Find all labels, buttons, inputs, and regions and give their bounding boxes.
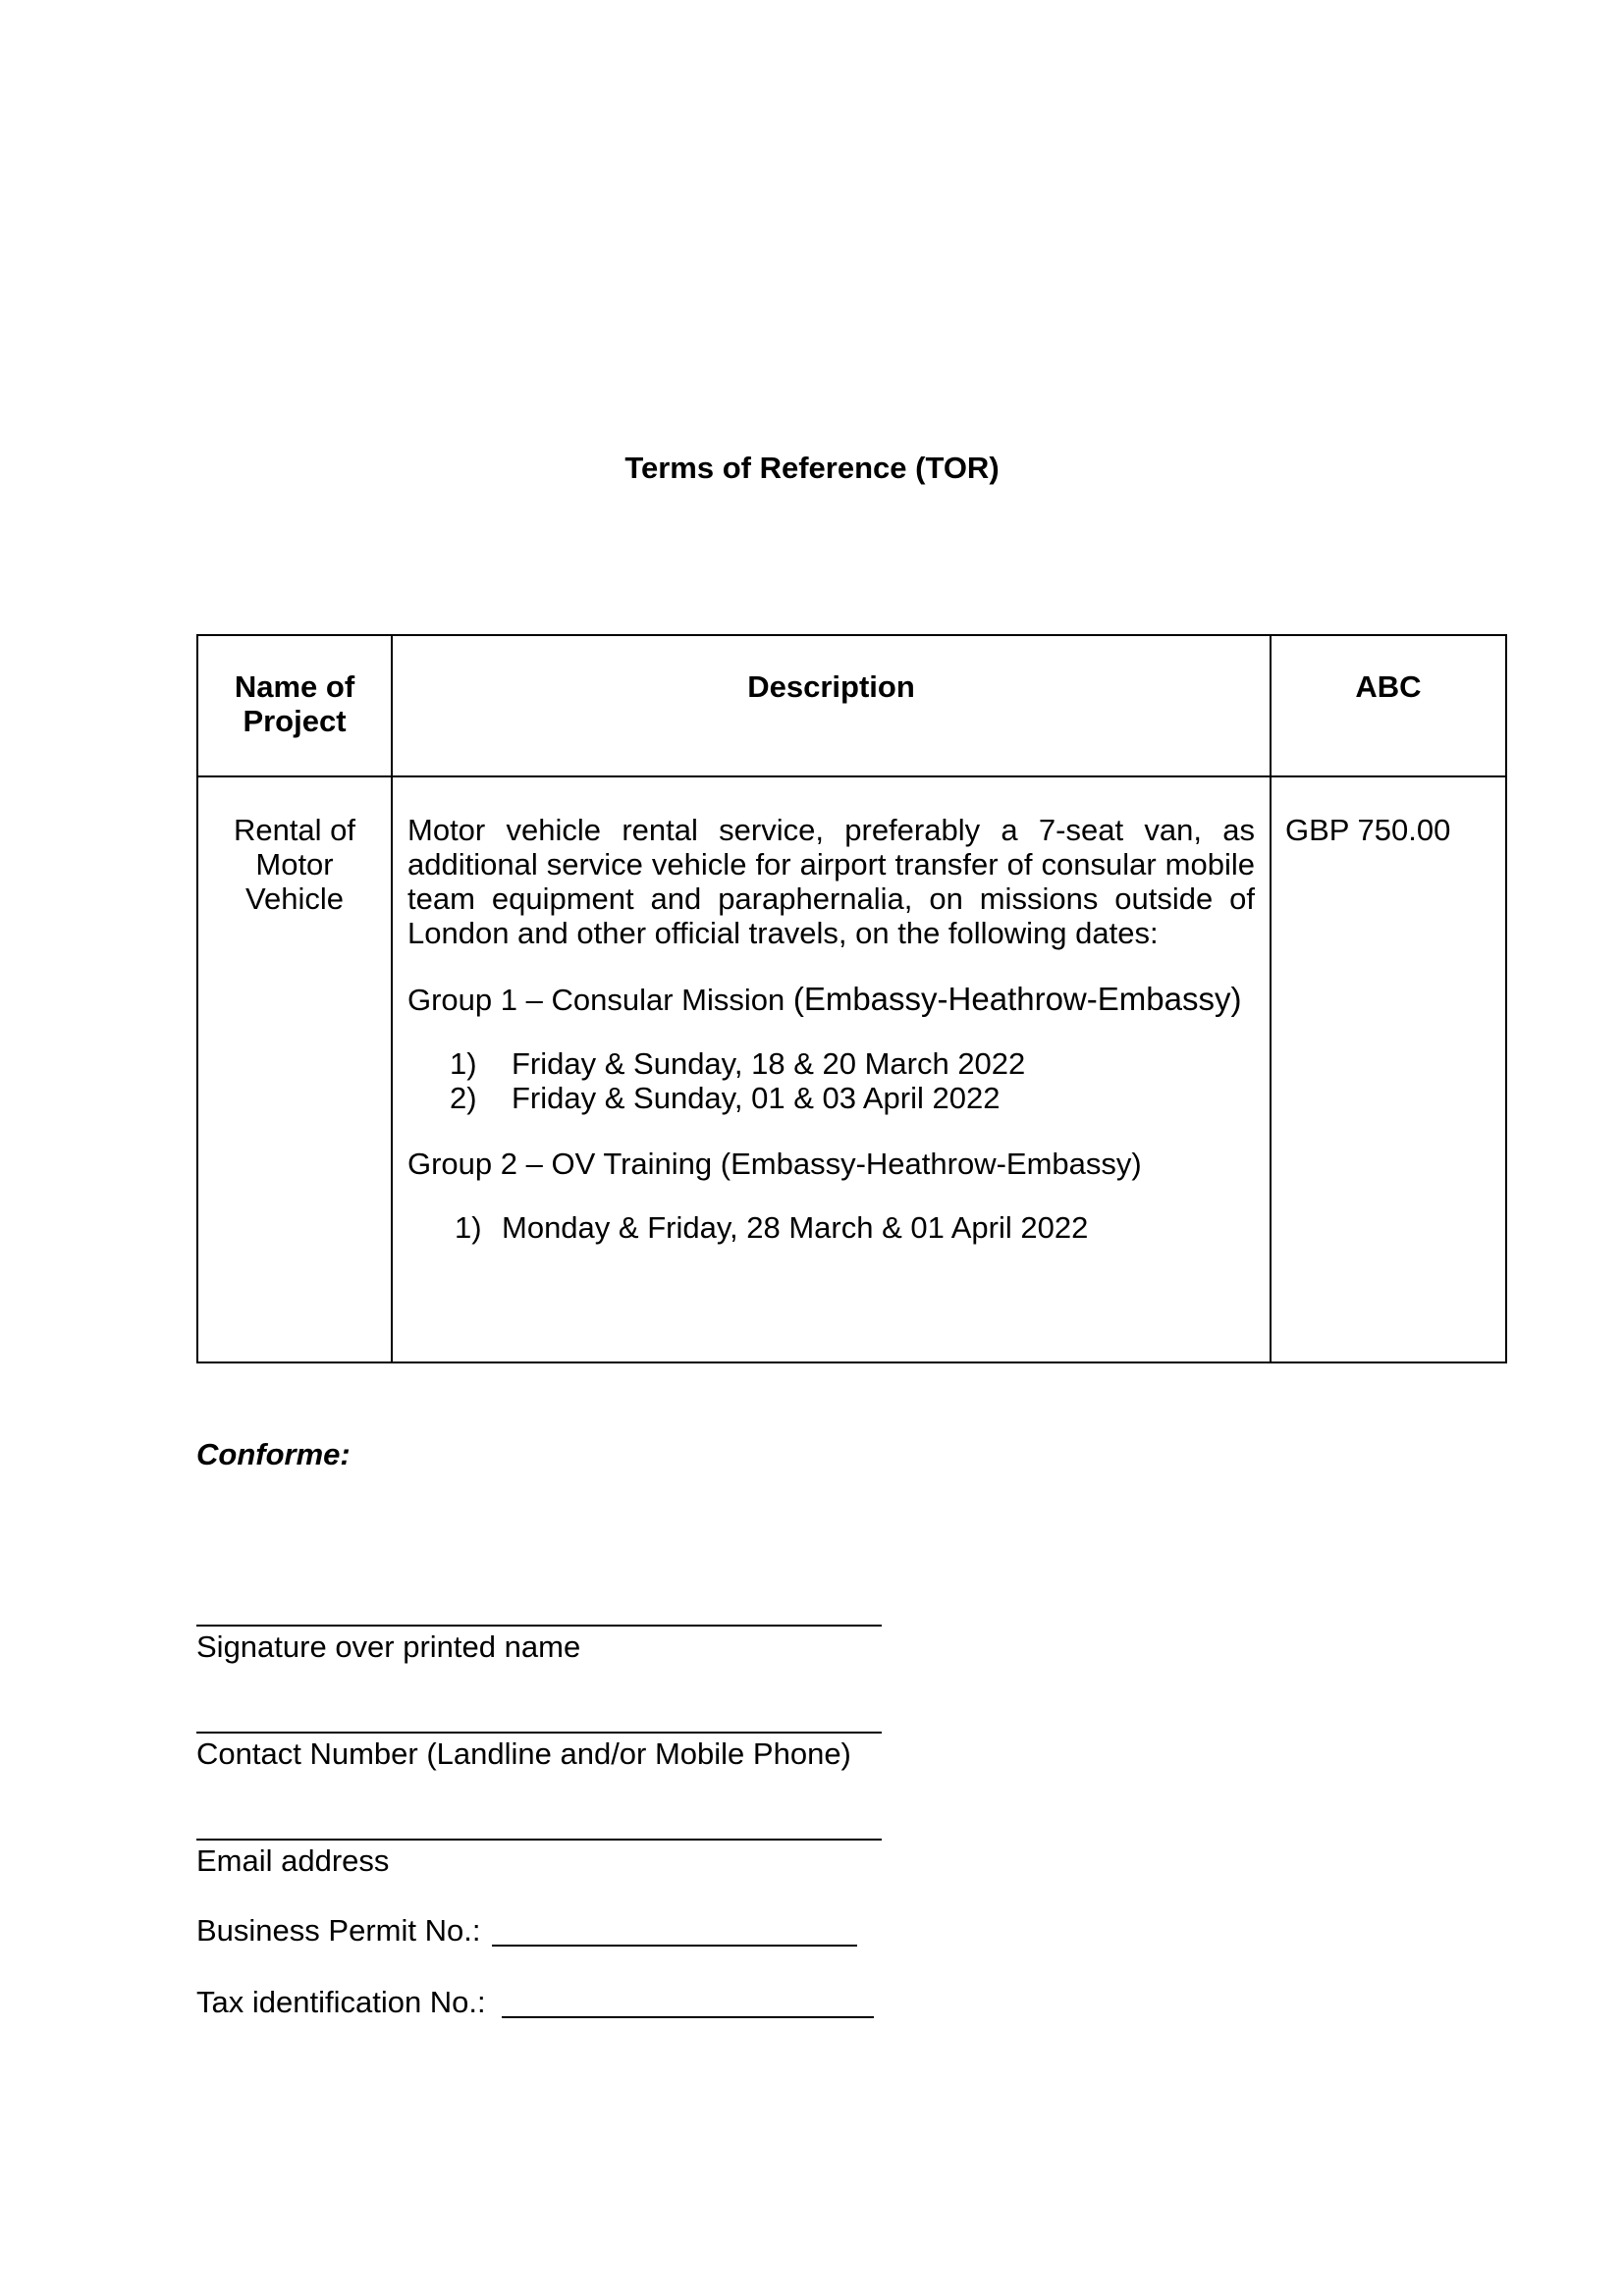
list-item-number: 2) — [450, 1081, 477, 1115]
abc-amount: GBP 750.00 — [1285, 813, 1451, 847]
description-cell — [392, 776, 1271, 1362]
signature-line[interactable] — [196, 1625, 882, 1627]
group-1-title — [407, 982, 1255, 1017]
group-1-label: Group 1 – Consular Mission — [407, 983, 793, 1017]
list-item-text: Friday & Sunday, 01 & 03 April 2022 — [512, 1081, 1001, 1115]
group-1-route: (Embassy-Heathrow-Embassy) — [792, 981, 1242, 1017]
group-2-dates — [407, 1210, 1255, 1245]
description-intro: Motor vehicle rental service, preferably a 7-seat van, as additional service vehicle for airport transfer of consular mobile team equipment and paraphernalia, on missions outside of London and other official travels, on the following dates: — [407, 813, 1255, 950]
page-title: Terms of Reference (TOR) — [624, 451, 1000, 485]
conforme-label: Conforme: — [196, 1437, 351, 1471]
group-1-dates — [407, 1046, 1255, 1115]
tax-id-label: Tax identification No.: — [196, 1985, 486, 2019]
header-abc: ABC — [1271, 635, 1506, 776]
business-permit-label: Business Permit No.: — [196, 1913, 481, 1948]
contact-number-label: Contact Number (Landline and/or Mobile Phone) — [196, 1736, 851, 1771]
email-line[interactable] — [196, 1839, 882, 1841]
header-description: Description — [392, 635, 1271, 776]
abc-cell — [1271, 776, 1506, 1362]
tax-id-blank[interactable] — [502, 1987, 874, 2018]
project-name: Rental of Motor Vehicle — [233, 813, 356, 916]
contact-number-line[interactable] — [196, 1732, 882, 1734]
email-label: Email address — [196, 1843, 390, 1878]
list-item — [455, 1210, 1255, 1245]
business-permit-field — [196, 1911, 857, 1950]
business-permit-blank[interactable] — [492, 1915, 857, 1947]
header-name-of-project: Name of Project — [197, 635, 392, 776]
table-header-row — [197, 635, 1506, 776]
table-row — [197, 776, 1506, 1362]
list-item-text: Monday & Friday, 28 March & 01 April 2022 — [502, 1210, 1089, 1245]
tax-id-field — [196, 1983, 874, 2022]
list-item — [450, 1046, 1255, 1081]
list-item-number: 1) — [450, 1046, 477, 1081]
signature-label: Signature over printed name — [196, 1629, 581, 1664]
list-item — [450, 1081, 1255, 1115]
list-item-number: 1) — [455, 1210, 482, 1245]
tor-table — [196, 634, 1507, 1363]
project-name-cell — [197, 776, 392, 1362]
group-2-title: Group 2 – OV Training (Embassy-Heathrow-Embassy) — [407, 1147, 1142, 1181]
list-item-text: Friday & Sunday, 18 & 20 March 2022 — [512, 1046, 1026, 1081]
